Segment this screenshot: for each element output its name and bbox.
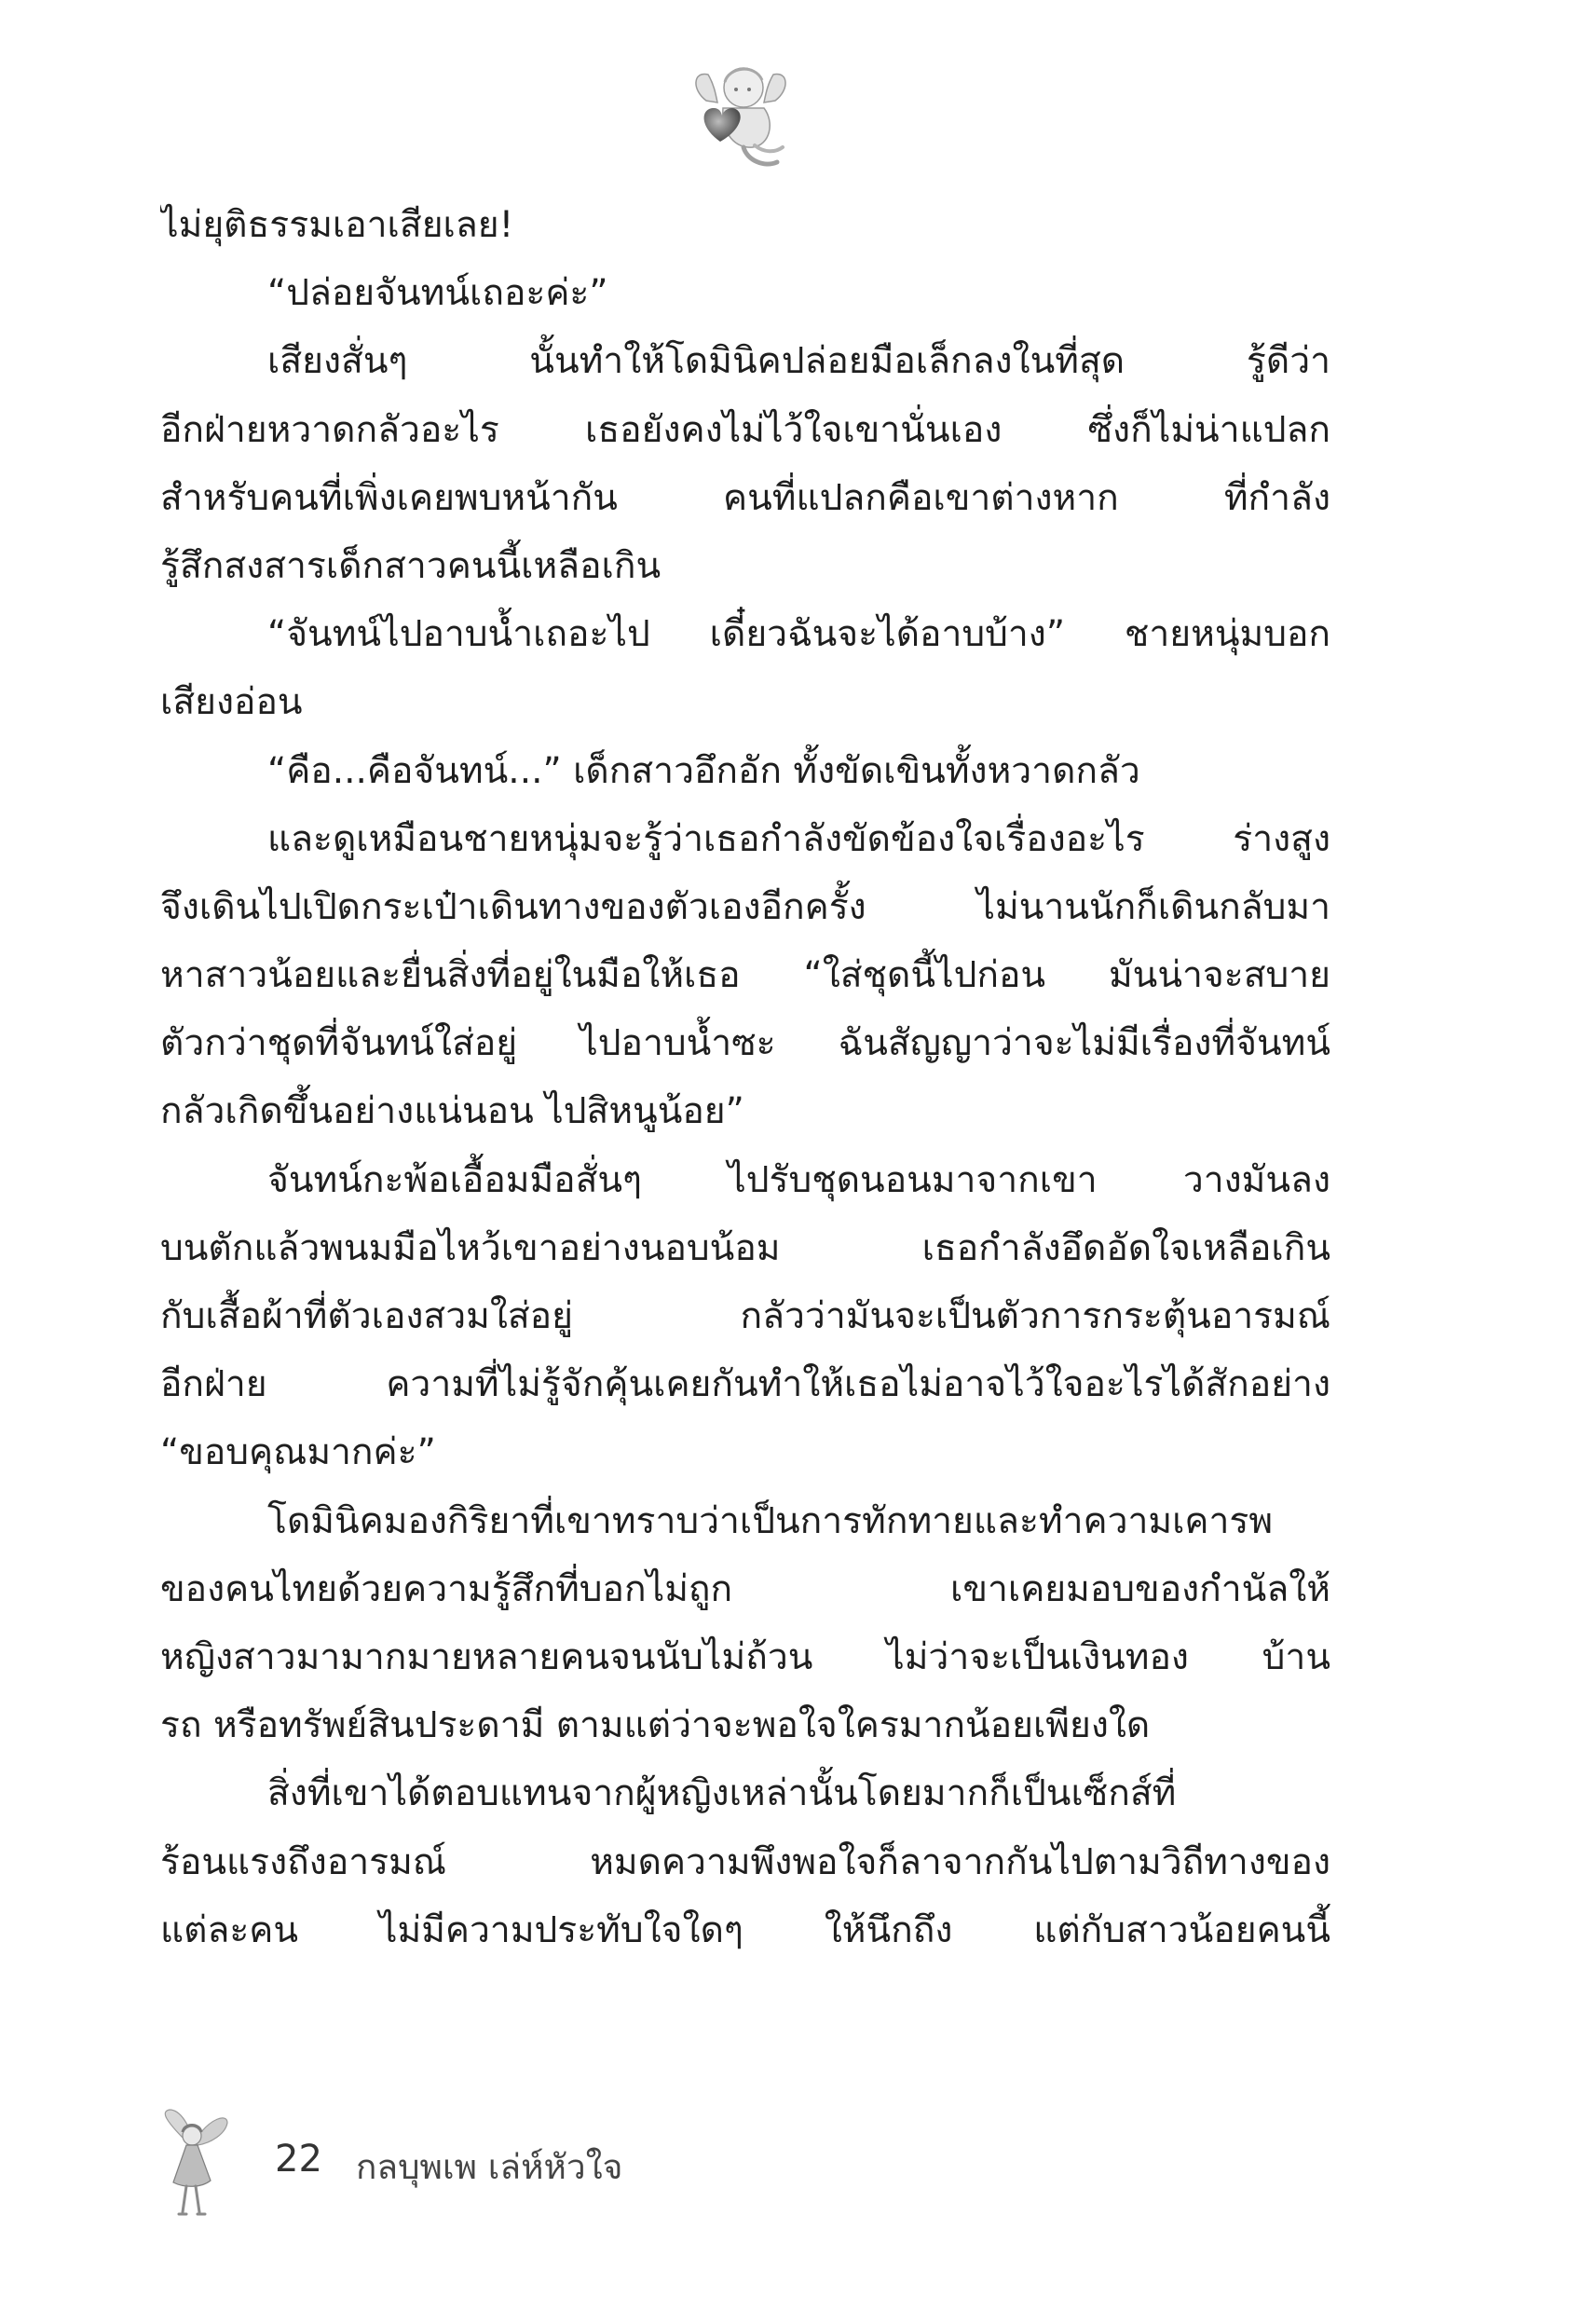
text-line: อีกฝ่ายหวาดกลัวอะไร เธอยังคงไม่ไว้ใจเขานั่นเอง ซึ่งก็ไม่น่าแปลก [160,408,1330,451]
text-line: กับเสื้อผ้าที่ตัวเองสวมใส่อยู่ กลัวว่ามันจะเป็นตัวการกระตุ้นอารมณ์ [160,1295,1330,1337]
fairy-icon [158,2108,233,2220]
text-line: หาสาวน้อยและยื่นสิ่งที่อยู่ในมือให้เธอ “ใส่ชุดนี้ไปก่อน มันน่าจะสบาย [160,954,1330,997]
cupid-with-heart-icon [689,56,792,172]
text-line: ไม่ยุติธรรมเอาเสียเลย! [160,204,514,246]
text-line: จึงเดินไปเปิดกระเป๋าเดินทางของตัวเองอีกครั้ง ไม่นานนักก็เดินกลับมา [160,885,1330,928]
text-line: ของคนไทยด้วยความรู้สึกที่บอกไม่ถูก เขาเคยมอบของกำนัลให้ [160,1567,1330,1610]
text-line: ร้อนแรงถึงอารมณ์ หมดความพึงพอใจก็ลาจากกันไปตามวิถีทางของ [160,1840,1330,1883]
text-line: สิ่งที่เขาได้ตอบแทนจากผู้หญิงเหล่านั้นโดยมากก็เป็นเซ็กส์ที่ [267,1772,1177,1815]
text-line: เสียงอ่อน [160,681,303,724]
text-line: รถ หรือทรัพย์สินประดามี ตามแต่ว่าจะพอใจใครมากน้อยเพียงใด [160,1704,1151,1747]
page-footer [158,2108,717,2220]
text-line: กลัวเกิดขึ้นอย่างแน่นอน ไปสิหนูน้อย” [160,1090,744,1133]
text-line: หญิงสาวมามากมายหลายคนจนนับไม่ถ้วน ไม่ว่าจะเป็นเงินทอง บ้าน [160,1635,1330,1678]
body-text [160,191,1330,1964]
text-line: และดูเหมือนชายหนุ่มจะรู้ว่าเธอกำลังขัดข้องใจเรื่องอะไร ร่างสูง [267,817,1330,860]
page-number: 22 [275,2138,322,2181]
text-line: จันทน์กะพ้อเอื้อมมือสั่นๆ ไปรับชุดนอนมาจากเขา วางมันลง [267,1158,1330,1201]
text-line: “คือ...คือจันทน์...” เด็กสาวอึกอัก ทั้งขัดเขินทั้งหวาดกลัว [267,749,1140,792]
text-line: สำหรับคนที่เพิ่งเคยพบหน้ากัน คนที่แปลกคือเขาต่างหาก ที่กำลัง [160,476,1330,519]
text-line: “ปล่อยจันทน์เถอะค่ะ” [267,272,608,315]
text-line: เสียงสั่นๆ นั้นทำให้โดมินิคปล่อยมือเล็กลงในที่สุด รู้ดีว่า [267,340,1330,383]
text-line: อีกฝ่าย ความที่ไม่รู้จักคุ้นเคยกันทำให้เธอไม่อาจไว้ใจอะไรได้สักอย่าง [160,1363,1330,1406]
text-line: รู้สึกสงสารเด็กสาวคนนี้เหลือเกิน [160,544,662,587]
text-line: โดมินิคมองกิริยาที่เขาทราบว่าเป็นการทักทายและทำความเคารพ [267,1499,1274,1542]
text-line: บนตักแล้วพนมมือไหว้เขาอย่างนอบน้อม เธอกำลังอึดอัดใจเหลือเกิน [160,1226,1330,1269]
text-line: “ขอบคุณมากค่ะ” [160,1431,436,1474]
text-line: “จันทน์ไปอาบน้ำเถอะไป เดี๋ยวฉันจะได้อาบบ้าง” ชายหนุ่มบอก [267,613,1330,656]
text-line: ตัวกว่าชุดที่จันทน์ใส่อยู่ ไปอาบน้ำซะ ฉันสัญญาว่าจะไม่มีเรื่องที่จันทน์ [160,1022,1330,1065]
running-title: กลบุพเพ เล่ห์หัวใจ [356,2147,623,2187]
text-line: แต่ละคน ไม่มีความประทับใจใดๆ ให้นึกถึง แต่กับสาวน้อยคนนี้ [160,1908,1330,1951]
